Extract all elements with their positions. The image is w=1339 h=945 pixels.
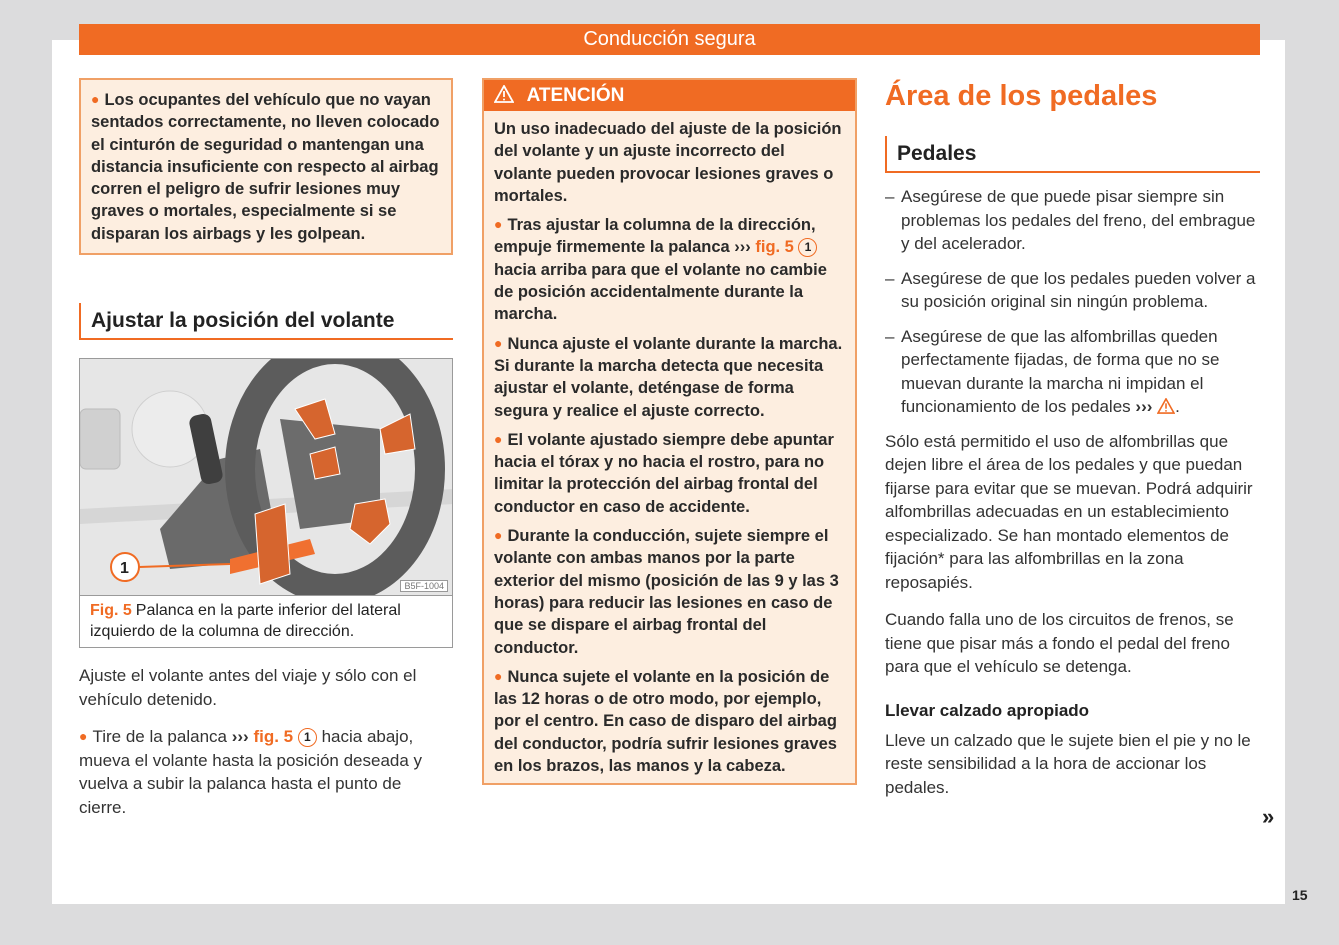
warning-item-text: Durante la conducción, sujete siempre el volante con ambas manos por la parte exterior del mismo (posición de las 9 y las 3 horas) para reducir las lesiones en caso de que se dispare el airbag frontal del conductor. [494,527,839,657]
safety-note-text: Los ocupantes del vehículo que no vayan sentados correctamente, no lleven colocado el cinturón de seguridad o mantengan una distancia insuficiente con respecto al airbag corren el peligro de sufrir lesiones muy graves o mortales, especialmente si se disparan los airbags y les golpean. [91,91,440,243]
paragraph: Ajuste el volante antes del viaje y sólo con el vehículo detenido. [79,666,417,709]
callout-number: 1 [298,728,317,747]
steering-wheel-illustration [80,359,452,595]
step-text: Tire de la palanca [92,727,227,747]
warning-item [494,332,845,422]
list-item: – Asegúrese de que puede pisar siempre sin problemas los pedales del freno, del embrague y del acelerador. [885,185,1260,256]
warning-body [484,111,855,783]
bullet-icon: ● [91,91,100,107]
middle-column [482,78,857,785]
figure-reference-link[interactable]: fig. 5 [755,238,794,257]
warning-header [484,80,855,111]
svg-text:1: 1 [120,560,129,578]
section-title: Ajustar la posición del volante [79,303,453,340]
warning-box [482,78,857,785]
subsection-title: Pedales [885,136,1260,173]
warning-item-text: hacia arriba para que el volante no cambie de posición accidentalmente durante la marcha. [494,260,827,324]
reference-arrow-icon: ››› [1135,397,1153,416]
bullet-icon: ● [494,430,503,447]
continued-marker-icon: » [1262,804,1275,829]
bullet-icon: ● [494,216,503,233]
callout-number: 1 [798,238,817,257]
warning-item-text: Tras ajustar la columna de la dirección, empuje firmemente la palanca [494,216,816,257]
chapter-header: Conducción segura [79,24,1260,55]
warning-item [494,213,845,325]
warning-intro: Un uso inadecuado del ajuste de la posición del volante y un ajuste incorrecto del volante pueden provocar lesiones graves o mortales. [494,120,842,205]
page-number: 15 [1292,887,1308,903]
figure-5 [79,358,453,648]
instruction-step [79,725,453,819]
warning-item-text: Nunca ajuste el volante durante la marcha. Si durante la marcha detecta que necesita ajustar el volante, deténgase de forma segura y realice el ajuste correcto. [494,334,843,420]
warning-triangle-icon [494,85,527,106]
paragraph: Sólo está permitido el uso de alfombrillas que dejen libre el área de los pedales y que puedan fijarse para evitar que se muevan. Podrá adquirir alfombrillas adecuadas en un establecimiento especializado. Se han montado elementos de fijación* para las alfombrillas en la zona reposapiés. [885,431,1253,592]
warning-item-text: El volante ajustado siempre debe apuntar hacia el tórax y no hacia el rostro, para no limitar la protección del airbag frontal del conductor en caso de accidente. [494,430,834,516]
main-section-title: Área de los pedales [885,80,1158,112]
warning-item [494,524,845,659]
warning-title: ATENCIÓN [526,85,625,106]
warning-item-text: Nunca sujete el volante en la posición de las 12 horas o de otro modo, por ejemplo, por el centro. En caso de disparo del airbag del conductor, podría sufrir lesiones graves en los brazos, las manos y la cabeza. [494,667,837,776]
paragraph: Lleve un calzado que le sujete bien el pie y no le reste sensibilidad a la hora de accionar los pedales. [885,730,1251,797]
checklist [885,185,1260,419]
figure-code: B5F-1004 [400,580,448,592]
step-text: hacia abajo, mueva el volante hasta la posición deseada y vuelva a subir la palanca hasta el punto de cierre. [79,727,423,817]
reference-arrow-icon: ››› [734,238,751,257]
steering-wheel-image [80,359,452,595]
paragraph: Cuando falla uno de los circuitos de frenos, se tiene que pisar más a fondo el pedal del freno para que el vehículo se detenga. [885,610,1234,676]
reference-arrow-icon: ››› [231,727,249,747]
figure-label: Fig. 5 [90,602,132,620]
right-column [885,78,1260,799]
warning-item [494,428,845,518]
list-item-text: Asegúrese de que las alfombrillas queden perfectamente fijadas, de forma que no se muevan durante la marcha ni impidan el funcionamiento de los pedales [901,326,1220,416]
bullet-icon: ● [494,334,503,351]
figure-caption-text: Palanca en la parte inferior del lateral izquierdo de la columna de dirección. [90,602,401,641]
warning-triangle-link-icon[interactable] [1157,397,1175,416]
safety-note-box [79,78,453,255]
list-item: – Asegúrese de que los pedales pueden volver a su posición original sin ningún problema. [885,267,1260,314]
bullet-icon: ● [494,527,503,544]
figure-reference-link[interactable]: fig. 5 [253,727,294,747]
figure-caption [80,595,452,647]
list-item: – Asegúrese de que las alfombrillas queden perfectamente fijadas, de forma que no se muevan durante la marcha ni impidan el funcionamiento de los pedales ››› . [885,325,1260,419]
warning-item [494,665,845,777]
bullet-icon: ● [79,728,88,745]
bullet-icon: ● [494,667,503,684]
left-column [79,78,453,819]
heading-footwear: Llevar calzado apropiado [885,700,1090,720]
